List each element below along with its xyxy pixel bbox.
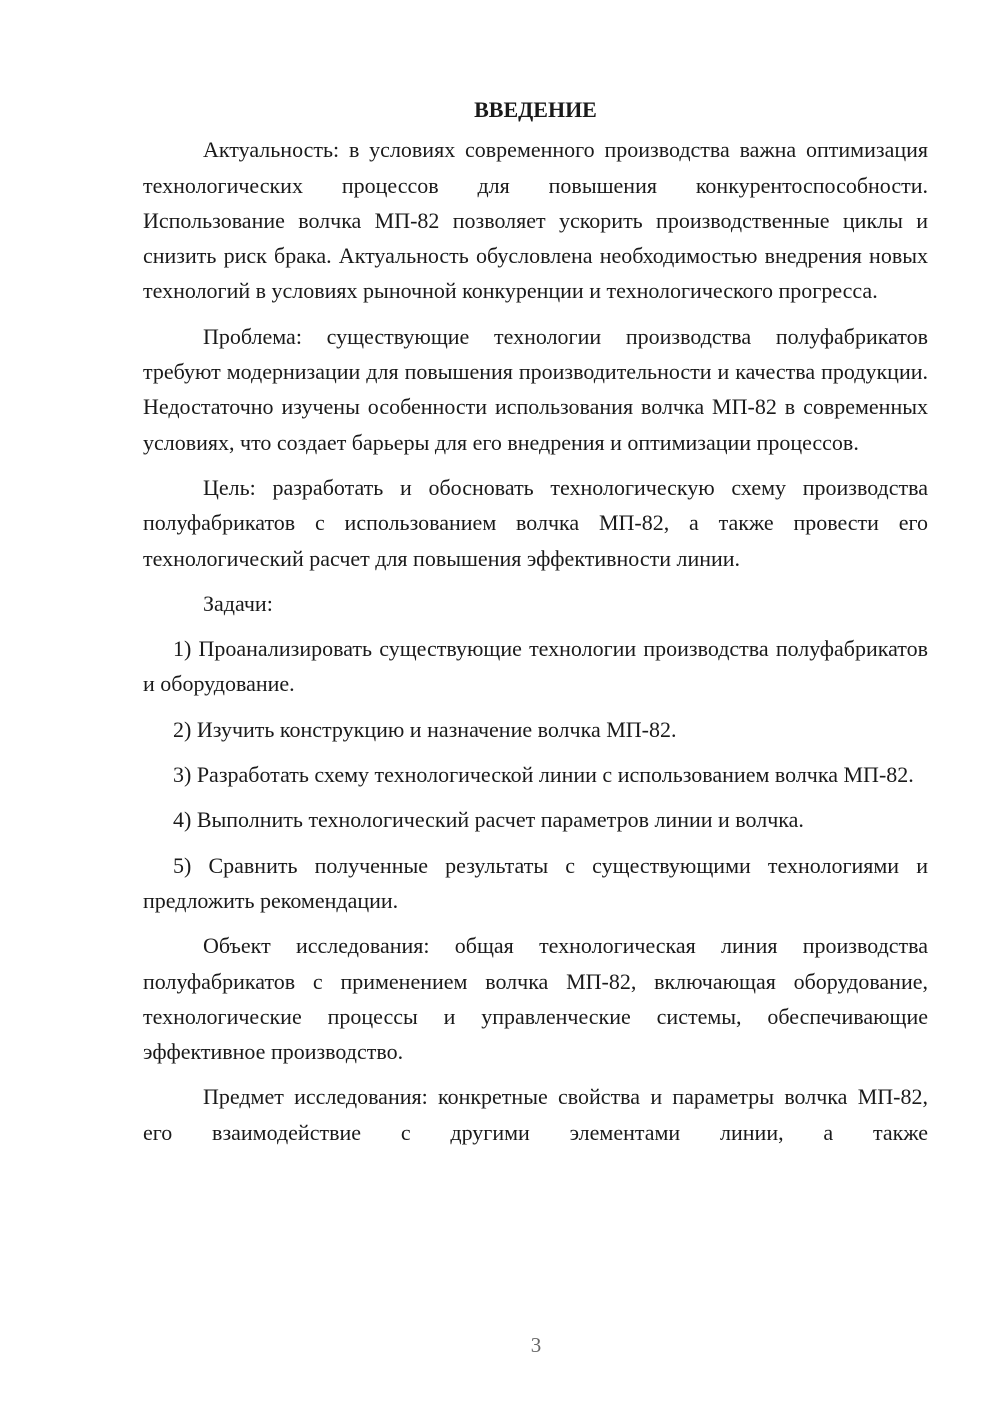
section-title: ВВЕДЕНИЕ — [474, 97, 597, 122]
page-number: 3 — [530, 1333, 542, 1357]
task-item-4: 4) Выполнить технологический расчет параметров линии и волчка. — [173, 807, 804, 833]
task-item-2: 2) Изучить конструкцию и назначение волчка МП-82. — [173, 716, 677, 742]
research-object-paragraph: Объект исследования: общая технологическая линия производства полуфабрикатов с применением волчка МП-82, включающая оборудование, технологические процессы и управленческие системы, обеспечивающие эффективное производство. — [143, 933, 928, 1065]
task-item-5: 5) Сравнить полученные результаты с существующими технологиями и предложить рекомендации. — [143, 852, 928, 913]
task-item-1: 1) Проанализировать существующие технологии производства полуфабрикатов и оборудование. — [143, 636, 928, 697]
page-content — [143, 92, 928, 1150]
tasks-heading: Задачи: — [203, 590, 273, 616]
problem-paragraph: Проблема: существующие технологии производства полуфабрикатов требуют модернизации для повышения производительности и качества продукции. Недостаточно изучены особенности использования волчка МП-82 в современных условиях, что создает барьеры для его внедрения и оптимизации процессов. — [143, 323, 928, 455]
goal-paragraph: Цель: разработать и обосновать технологическую схему производства полуфабрикатов с использованием волчка МП-82, а также провести его технологический расчет для повышения эффективности линии. — [143, 474, 928, 571]
relevance-paragraph: Актуальность: в условиях современного производства важна оптимизация технологических процессов для повышения конкурентоспособности. Использование волчка МП-82 позволяет ускорить производственные циклы и снизить риск брака. Актуальность обусловлена необходимостью внедрения новых технологий в условиях рыночной конкуренции и технологического прогресса. — [143, 137, 928, 304]
task-item-3: 3) Разработать схему технологической линии с использованием волчка МП-82. — [173, 762, 914, 788]
research-subject-paragraph: Предмет исследования: конкретные свойства и параметры волчка МП-82, его взаимодействие с другими элементами линии, а также — [143, 1084, 928, 1145]
